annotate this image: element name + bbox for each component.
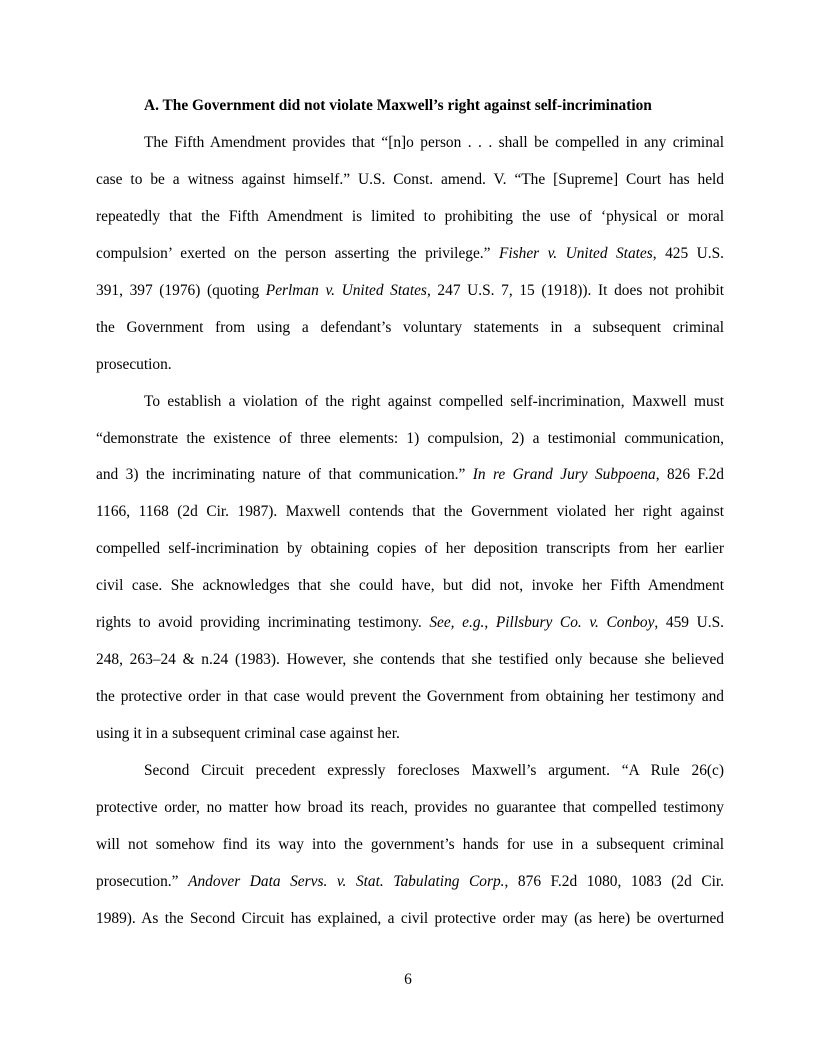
text-line: and 3) the incriminating nature of that communication.” In re Grand Jury Subpoena, 826 F.2d [96, 466, 724, 484]
case-citation: Perlman v. United States [265, 281, 427, 299]
section-heading: A. The Government did not violate Maxwell’s right against self-incrimination [144, 97, 652, 114]
text-line: the Government from using a defendant’s voluntary statements in a subsequent criminal [96, 318, 724, 336]
text-line: compulsion’ exerted on the person asserting the privilege.” Fisher v. United States, 425 U.S. [96, 244, 724, 262]
page-number: 6 [404, 971, 412, 988]
text-line: repeatedly that the Fifth Amendment is limited to prohibiting the use of ‘physical or moral [96, 207, 724, 225]
text-line: 1989). As the Second Circuit has explained, a civil protective order may (as here) be overturned [96, 909, 724, 927]
paragraph-fifth-amendment [96, 131, 724, 390]
text-line: the protective order in that case would prevent the Government from obtaining her testimony and [96, 688, 724, 706]
text-line: compelled self-incrimination by obtaining copies of her deposition transcripts from her earlier [96, 540, 724, 558]
case-citation: In re Grand Jury Subpoena [472, 466, 656, 484]
text-line: case to be a witness against himself.” U.S. Const. amend. V. “The [Supreme] Court has held [96, 170, 724, 188]
signal-citation: See, e.g. [429, 614, 485, 632]
text-line: The Fifth Amendment provides that “[n]o person . . . shall be compelled in any criminal [144, 134, 724, 151]
text-line: 1166, 1168 (2d Cir. 1987). Maxwell contends that the Government violated her right against [96, 503, 724, 521]
text-line: 248, 263–24 & n.24 (1983). However, she contends that she testified only because she believed [96, 651, 724, 669]
text-line: protective order, no matter how broad its reach, provides no guarantee that compelled testimony [96, 798, 724, 816]
text-line: rights to avoid providing incriminating testimony. See, e.g., Pillsbury Co. v. Conboy, 459 U.S. [96, 614, 724, 632]
case-citation: Fisher v. United States [498, 244, 653, 262]
case-citation: Andover Data Servs. v. Stat. Tabulating Corp. [188, 872, 505, 890]
text-line: civil case. She acknowledges that she could have, but did not, invoke her Fifth Amendment [96, 577, 724, 595]
body-text [96, 131, 724, 944]
text-line: will not somehow find its way into the government’s hands for use in a subsequent criminal [96, 835, 724, 853]
case-citation: Pillsbury Co. v. Conboy [495, 614, 655, 632]
paragraph-second-circuit [96, 759, 724, 944]
text-line: prosecution.” Andover Data Servs. v. Stat. Tabulating Corp., 876 F.2d 1080, 1083 (2d Cir. [96, 872, 724, 890]
text-line: To establish a violation of the right against compelled self-incrimination, Maxwell must [144, 392, 724, 410]
text-line: prosecution. [96, 355, 172, 373]
paragraph-three-elements [96, 390, 724, 759]
text-line: Second Circuit precedent expressly forecloses Maxwell’s argument. “A Rule 26(c) [144, 761, 724, 779]
text-line: 391, 397 (1976) (quoting Perlman v. United States, 247 U.S. 7, 15 (1918)). It does not prohibit [96, 281, 725, 299]
text-line: using it in a subsequent criminal case against her. [96, 725, 400, 742]
text-line: “demonstrate the existence of three elements: 1) compulsion, 2) a testimonial communication, [96, 429, 724, 447]
